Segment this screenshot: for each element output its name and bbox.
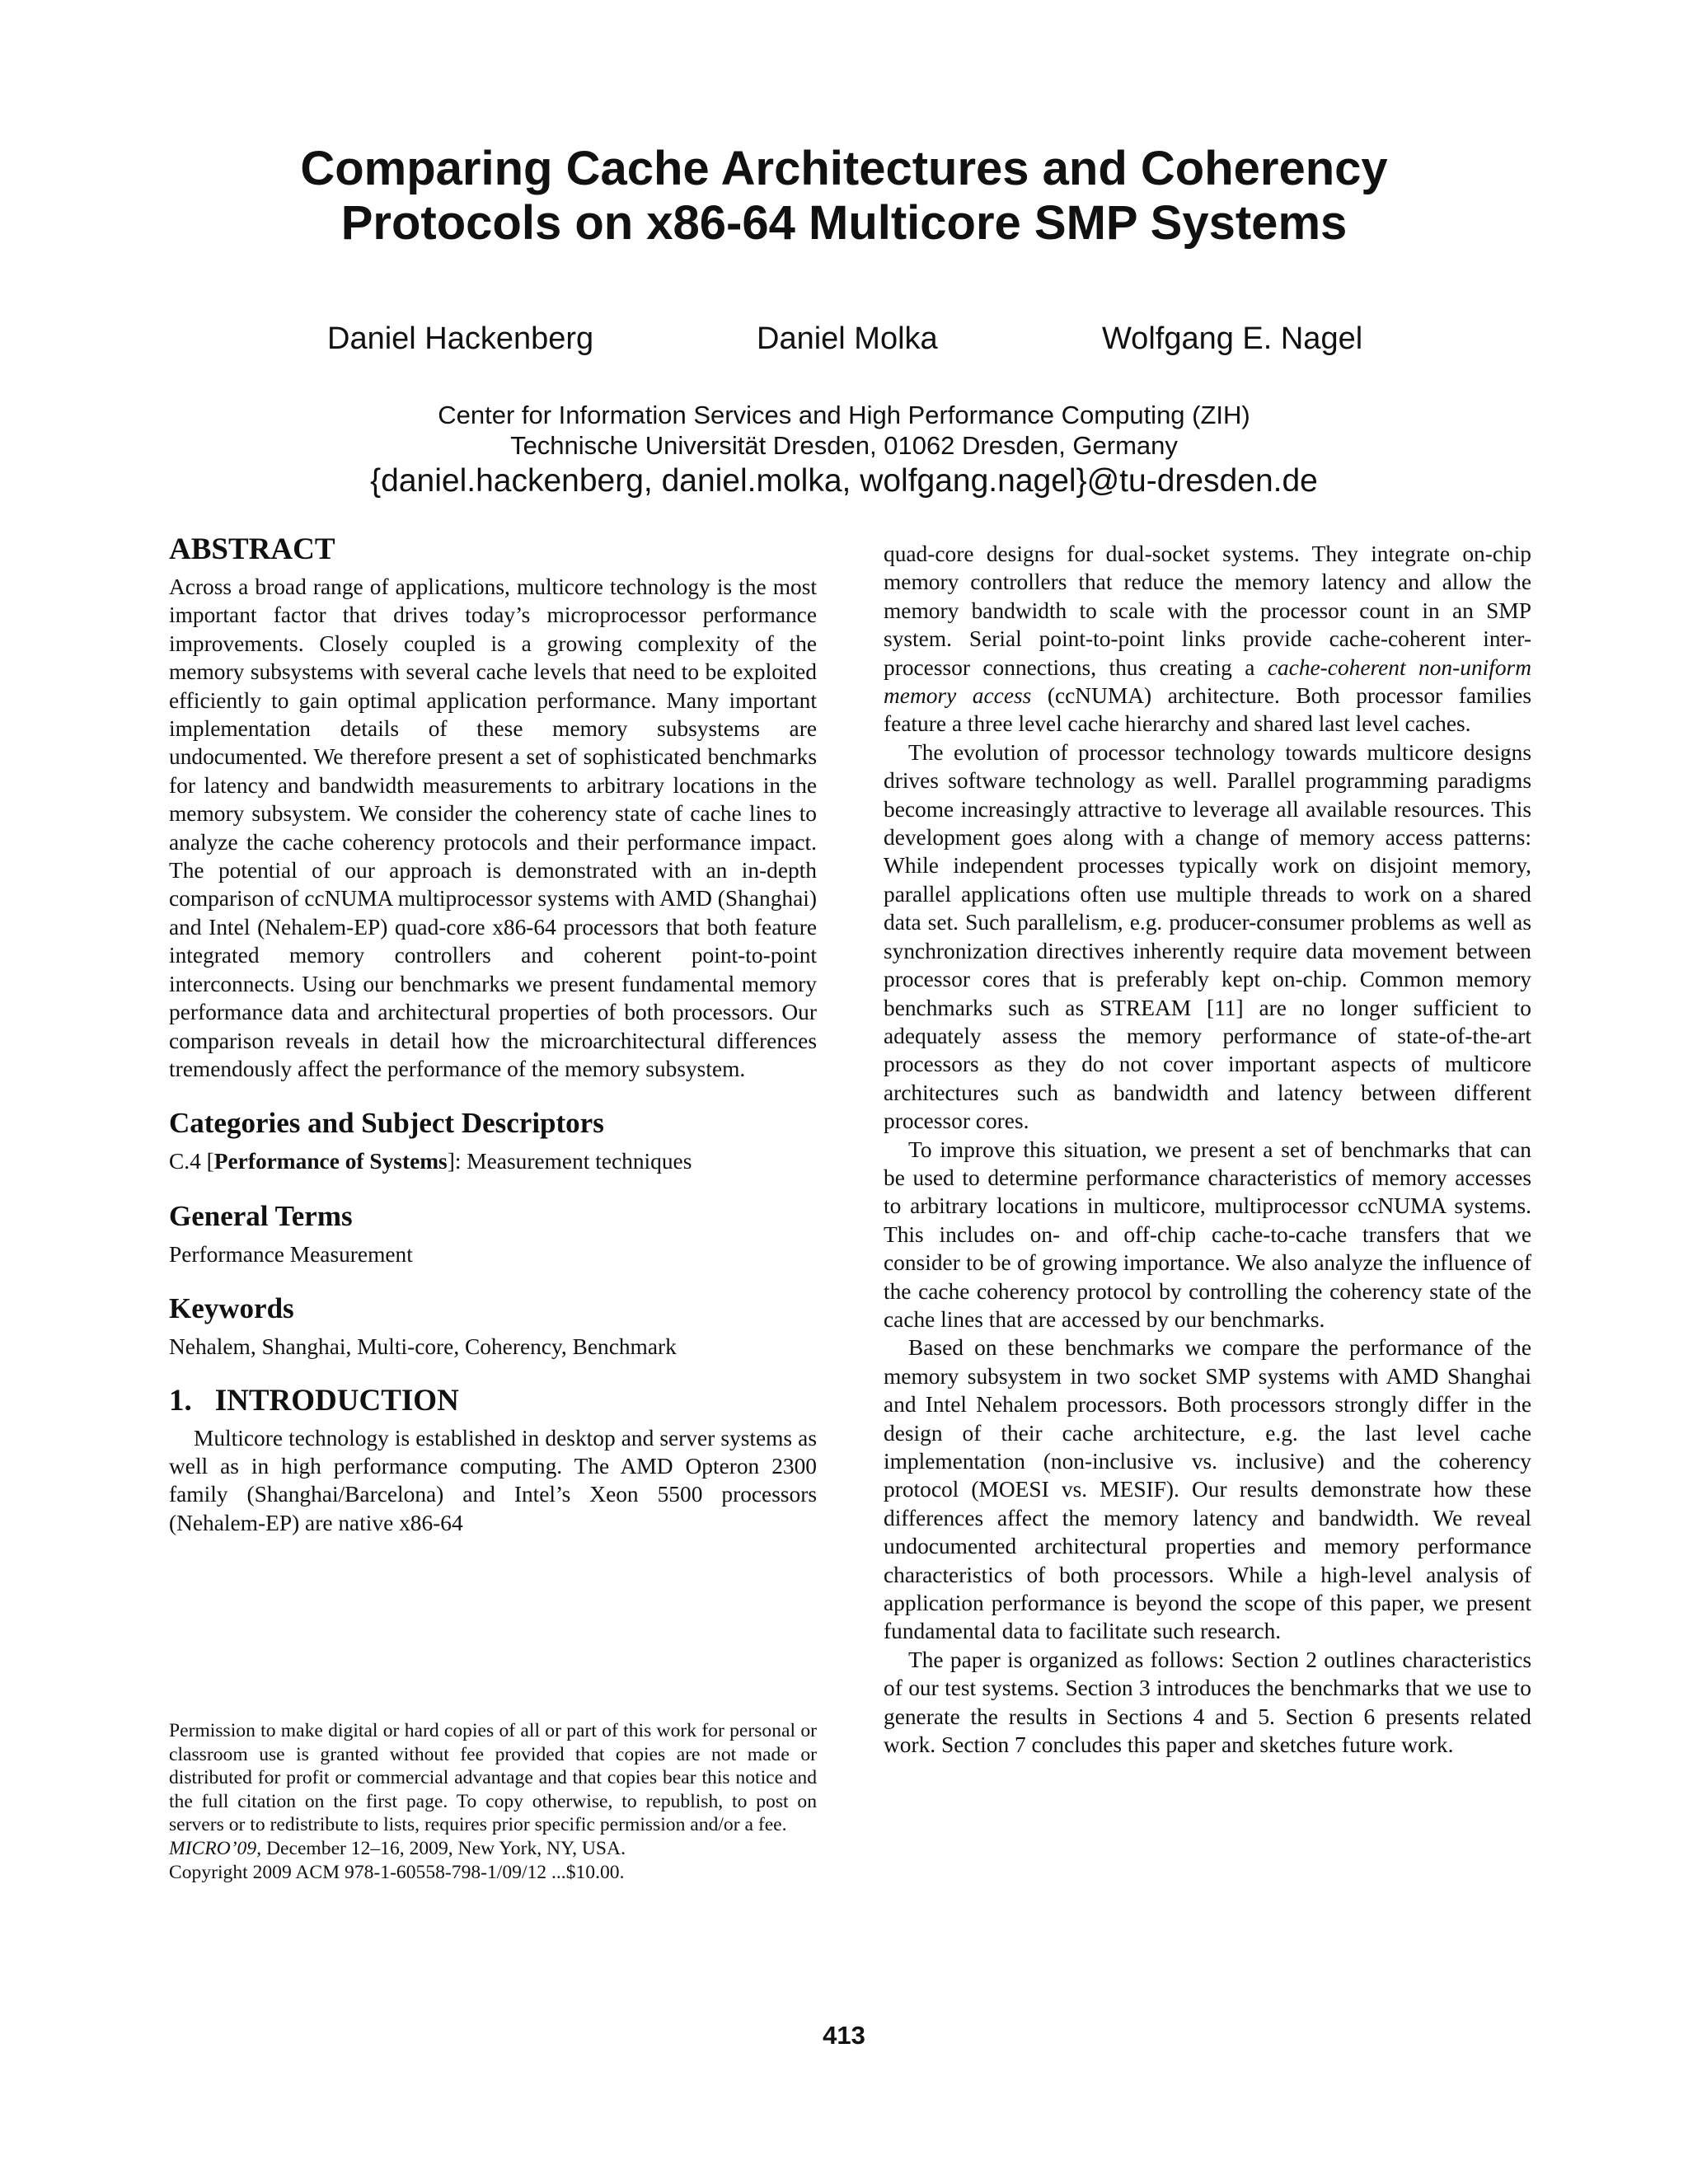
keywords-text: Nehalem, Shanghai, Multi-core, Coherency, Benchmark: [169, 1334, 677, 1360]
author-name: Daniel Hackenberg: [327, 321, 594, 356]
intro-paragraph-1-continued: [884, 540, 1531, 738]
section-title: INTRODUCTION: [214, 1383, 459, 1418]
author-emails: {daniel.hackenberg, daniel.molka, wolfgang.nagel}@tu-dresden.de: [370, 463, 1318, 499]
intro-italic-term: cache-coherent non-uniform memory access: [884, 654, 1531, 709]
permission-text: Permission to make digital or hard copies of all or part of this work for personal or classroom use is granted without fee provided that copies are not made or distributed for profit or commercial advantage and that copies bear this notice and the full citation on the first page. To copy otherwise, to republish, to post on servers or to redistribute to lists, requires prior specific permission and/or a fee.: [169, 1720, 817, 1836]
venue-details: December 12–16, 2009, New York, NY, USA.: [261, 1837, 626, 1859]
left-column: [169, 532, 817, 1537]
right-column: [884, 540, 1531, 1759]
permission-notice: [169, 1719, 817, 1884]
general-terms-text: Performance Measurement: [169, 1241, 413, 1267]
affiliation-line-1: Center for Information Services and High Performance Computing (ZIH): [438, 401, 1250, 429]
categories-text: [169, 1147, 817, 1175]
keywords-heading: Keywords: [169, 1292, 294, 1325]
category-code: C.4 [: [169, 1149, 214, 1174]
intro-continued-text: quad-core designs for dual-socket systems. They integrate on-chip memory controllers that reduce the memory latency and allow the memory bandwidth to scale with the processor count in an SMP system. Serial point-to-point links provide cache-coherent inter-processor connections, thus creating a: [884, 541, 1531, 680]
intro-paragraph-2: The evolution of processor technology towards multicore designs drives software technology as well. Parallel programming paradigms become increasingly attractive to leverage all available resources. This development goes along with a change of memory access patterns: While independent processes typically work on disjoint memory, parallel applications often use multiple threads to work on a shared data set. Such parallelism, e.g. producer-consumer problems as well as synchronization directives inherently require data movement between processor cores that is preferably kept on-chip. Common memory benchmarks such as STREAM [11] are no longer sufficient to adequately assess the memory performance of state-of-the-art processors as they do not cover important aspects of multicore architectures such as bandwidth and latency between different processor cores.: [884, 739, 1531, 1134]
paper-title: [132, 142, 1556, 251]
introduction-heading: [169, 1383, 817, 1419]
category-rest: ]: Measurement techniques: [447, 1149, 692, 1174]
author-name: Daniel Molka: [757, 321, 938, 356]
copyright-line: Copyright 2009 ACM 978-1-60558-798-1/09/12 ...$10.00.: [169, 1861, 625, 1883]
intro-paragraph-3: To improve this situation, we present a set of benchmarks that can be used to determine performance characteristics of memory accesses to arbitrary locations in multicore, multiprocessor ccNUMA systems. This includes on- and off-chip cache-to-cache transfers that we consider to be of growing importance. We also analyze the influence of the cache coherency protocol by controlling the coherency state of the cache lines that are accessed by our benchmarks.: [884, 1137, 1531, 1332]
intro-paragraph-1: Multicore technology is established in desktop and server systems as well as in high performance computing. The AMD Opteron 2300 family (Shanghai/Barcelona) and Intel’s Xeon 5500 processors (Nehalem-EP) are native x86-64: [169, 1425, 817, 1535]
title-line-2: Protocols on x86-64 Multicore SMP Systems: [340, 196, 1348, 250]
abstract-heading: ABSTRACT: [169, 532, 335, 566]
affiliation: [132, 400, 1556, 500]
author-name: Wolfgang E. Nagel: [1102, 321, 1363, 356]
categories-heading: Categories and Subject Descriptors: [169, 1107, 604, 1140]
section-number: 1.: [169, 1383, 192, 1418]
page-number: 413: [823, 2021, 865, 2050]
intro-continued-text-end: (ccNUMA) architecture. Both processor families feature a three level cache hierarchy and shared last level caches.: [884, 683, 1531, 737]
title-line-1: Comparing Cache Architectures and Coherency: [300, 142, 1388, 195]
affiliation-line-2: Technische Universität Dresden, 01062 Dresden, Germany: [510, 431, 1178, 460]
venue-name: MICRO’09,: [169, 1837, 262, 1859]
venue-line: [169, 1837, 817, 1861]
abstract-text: Across a broad range of applications, multicore technology is the most important factor that drives today’s microprocessor performance improvements. Closely coupled is a growing complexity of the memory subsystems with several cache levels that need to be exploited efficiently to gain optimal application performance. Many important implementation details of these memory subsystems are undocumented. We therefore present a set of sophisticated benchmarks for latency and bandwidth measurements to arbitrary locations in the memory subsystem. We consider the coherency state of cache lines to analyze the cache coherency protocols and their performance impact. The potential of our approach is demonstrated with an in-depth comparison of ccNUMA multiprocessor systems with AMD (Shanghai) and Intel (Nehalem-EP) quad-core x86-64 processors that both feature integrated memory controllers and coherent point-to-point interconnects. Using our benchmarks we present fundamental memory performance data and architectural properties of both processors. Our comparison reveals in detail how the microarchitectural differences tremendously affect the performance of the memory subsystem.: [169, 574, 817, 1081]
general-terms-heading: General Terms: [169, 1199, 353, 1232]
intro-paragraph-5: The paper is organized as follows: Section 2 outlines characteristics of our test systems. Section 3 introduces the benchmarks that we use to generate the results in Sections 4 and 5. Section 6 presents related work. Section 7 concludes this paper and sketches future work.: [884, 1647, 1531, 1758]
category-bold: Performance of Systems: [213, 1149, 448, 1174]
intro-paragraph-4: Based on these benchmarks we compare the performance of the memory subsystem in two socket SMP systems with AMD Shanghai and Intel Nehalem processors. Both processors strongly differ in the design of their cache architecture, e.g. the last level cache implementation (non-inclusive vs. inclusive) and the coherency protocol (MOESI vs. MESIF). Our results demonstrate how these differences affect the memory latency and bandwidth. We reveal undocumented architectural properties and memory performance characteristics of both processors. While a high-level analysis of application performance is beyond the scope of this paper, we present fundamental data to facilitate such research.: [884, 1335, 1531, 1644]
